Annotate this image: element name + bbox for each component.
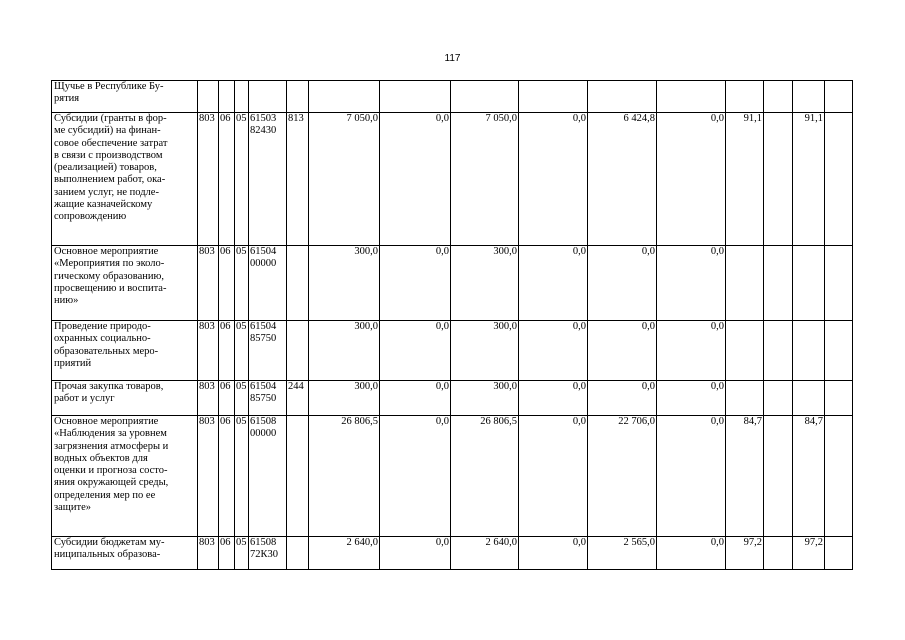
- cell-value: [519, 81, 588, 113]
- cell-percent: [793, 381, 825, 416]
- cell-percent: [764, 246, 793, 321]
- cell-value: 2 565,0: [588, 537, 657, 570]
- cell-percent: [825, 381, 853, 416]
- cell-value: 2 640,0: [309, 537, 380, 570]
- cell-value: 0,0: [380, 321, 451, 381]
- cell-value: 300,0: [451, 246, 519, 321]
- row-name: Основное мероприятие «Наблюдения за уровнем загрязнения атмосферы и водных объектов для оценки и прогноза состо- яния окружающей среды, определения мер по ее защите»: [52, 416, 198, 537]
- cell-vr: [287, 246, 309, 321]
- cell-value: 300,0: [451, 381, 519, 416]
- cell-percent: 84,7: [793, 416, 825, 537]
- cell-value: 0,0: [519, 416, 588, 537]
- row-name: Субсидии (гранты в фор- ме субсидий) на финан- совое обеспечение затрат в связи с производством (реализацией) товаров, выполнением работ, ока- занием услуг, не подле- жащие казначейскому сопровождению: [52, 113, 198, 246]
- cell-pr: [235, 81, 249, 113]
- cell-csr: 61503 82430: [249, 113, 287, 246]
- cell-value: 0,0: [380, 416, 451, 537]
- cell-rz: [219, 81, 235, 113]
- cell-percent: 84,7: [726, 416, 764, 537]
- cell-gr: 803: [198, 537, 219, 570]
- cell-vr: 813: [287, 113, 309, 246]
- cell-value: 2 640,0: [451, 537, 519, 570]
- row-name: Субсидии бюджетам му- ниципальных образова-: [52, 537, 198, 570]
- cell-value: 6 424,8: [588, 113, 657, 246]
- cell-percent: [793, 321, 825, 381]
- cell-rz: 06: [219, 537, 235, 570]
- row-name: Щучье в Республике Бу- рятия: [52, 81, 198, 113]
- cell-rz: 06: [219, 416, 235, 537]
- cell-pr: 05: [235, 321, 249, 381]
- cell-csr: 61504 85750: [249, 321, 287, 381]
- cell-value: 7 050,0: [309, 113, 380, 246]
- cell-percent: [726, 81, 764, 113]
- row-name: Проведение природо- охранных социально- образовательных меро- приятий: [52, 321, 198, 381]
- cell-value: 0,0: [588, 246, 657, 321]
- cell-value: 0,0: [657, 321, 726, 381]
- cell-value: 0,0: [519, 381, 588, 416]
- table-row: [52, 113, 853, 246]
- table-row: [52, 381, 853, 416]
- cell-value: 22 706,0: [588, 416, 657, 537]
- cell-value: 26 806,5: [309, 416, 380, 537]
- cell-value: 300,0: [309, 321, 380, 381]
- cell-value: 0,0: [657, 381, 726, 416]
- cell-value: 300,0: [451, 321, 519, 381]
- cell-percent: [726, 381, 764, 416]
- table-row: [52, 416, 853, 537]
- table-row: [52, 321, 853, 381]
- cell-value: 0,0: [519, 321, 588, 381]
- page-number: 117: [444, 53, 461, 64]
- cell-percent: [764, 113, 793, 246]
- cell-value: 0,0: [519, 537, 588, 570]
- cell-value: 0,0: [657, 113, 726, 246]
- table-row: [52, 246, 853, 321]
- cell-value: 300,0: [309, 381, 380, 416]
- cell-percent: [793, 81, 825, 113]
- cell-vr: [287, 416, 309, 537]
- cell-value: [309, 81, 380, 113]
- cell-percent: 91,1: [793, 113, 825, 246]
- cell-rz: 06: [219, 381, 235, 416]
- cell-gr: 803: [198, 381, 219, 416]
- cell-percent: [764, 537, 793, 570]
- cell-pr: 05: [235, 537, 249, 570]
- cell-gr: [198, 81, 219, 113]
- cell-percent: 97,2: [793, 537, 825, 570]
- cell-percent: [825, 246, 853, 321]
- cell-value: 0,0: [380, 537, 451, 570]
- cell-gr: 803: [198, 416, 219, 537]
- cell-value: 0,0: [588, 321, 657, 381]
- cell-vr: [287, 81, 309, 113]
- cell-vr: [287, 537, 309, 570]
- cell-percent: [764, 381, 793, 416]
- cell-value: 0,0: [519, 246, 588, 321]
- cell-percent: [825, 537, 853, 570]
- cell-gr: 803: [198, 113, 219, 246]
- cell-value: 7 050,0: [451, 113, 519, 246]
- cell-rz: 06: [219, 113, 235, 246]
- cell-value: 26 806,5: [451, 416, 519, 537]
- cell-percent: 91,1: [726, 113, 764, 246]
- cell-csr: 61504 00000: [249, 246, 287, 321]
- cell-percent: [726, 321, 764, 381]
- cell-csr: [249, 81, 287, 113]
- cell-percent: [764, 321, 793, 381]
- cell-value: 0,0: [380, 246, 451, 321]
- cell-percent: [825, 81, 853, 113]
- cell-pr: 05: [235, 113, 249, 246]
- cell-value: 0,0: [588, 381, 657, 416]
- cell-rz: 06: [219, 246, 235, 321]
- cell-percent: [793, 246, 825, 321]
- cell-gr: 803: [198, 321, 219, 381]
- cell-value: [588, 81, 657, 113]
- row-name: Основное мероприятие «Мероприятия по эколо- гическому образованию, просвещению и воспита- нию»: [52, 246, 198, 321]
- cell-percent: [764, 416, 793, 537]
- table-row: [52, 81, 853, 113]
- cell-value: 300,0: [309, 246, 380, 321]
- cell-gr: 803: [198, 246, 219, 321]
- cell-percent: 97,2: [726, 537, 764, 570]
- cell-csr: 61508 72К30: [249, 537, 287, 570]
- cell-percent: [825, 113, 853, 246]
- row-name: Прочая закупка товаров, работ и услуг: [52, 381, 198, 416]
- cell-csr: 61504 85750: [249, 381, 287, 416]
- cell-percent: [764, 81, 793, 113]
- table-row: [52, 537, 853, 570]
- cell-pr: 05: [235, 416, 249, 537]
- cell-vr: 244: [287, 381, 309, 416]
- cell-pr: 05: [235, 246, 249, 321]
- cell-value: 0,0: [380, 113, 451, 246]
- cell-percent: [825, 321, 853, 381]
- cell-rz: 06: [219, 321, 235, 381]
- cell-value: 0,0: [657, 537, 726, 570]
- cell-value: 0,0: [519, 113, 588, 246]
- cell-value: 0,0: [380, 381, 451, 416]
- cell-value: 0,0: [657, 416, 726, 537]
- cell-percent: [825, 416, 853, 537]
- cell-value: [657, 81, 726, 113]
- cell-value: 0,0: [657, 246, 726, 321]
- cell-value: [451, 81, 519, 113]
- cell-value: [380, 81, 451, 113]
- cell-percent: [726, 246, 764, 321]
- budget-table: [51, 80, 853, 570]
- cell-pr: 05: [235, 381, 249, 416]
- cell-vr: [287, 321, 309, 381]
- cell-csr: 61508 00000: [249, 416, 287, 537]
